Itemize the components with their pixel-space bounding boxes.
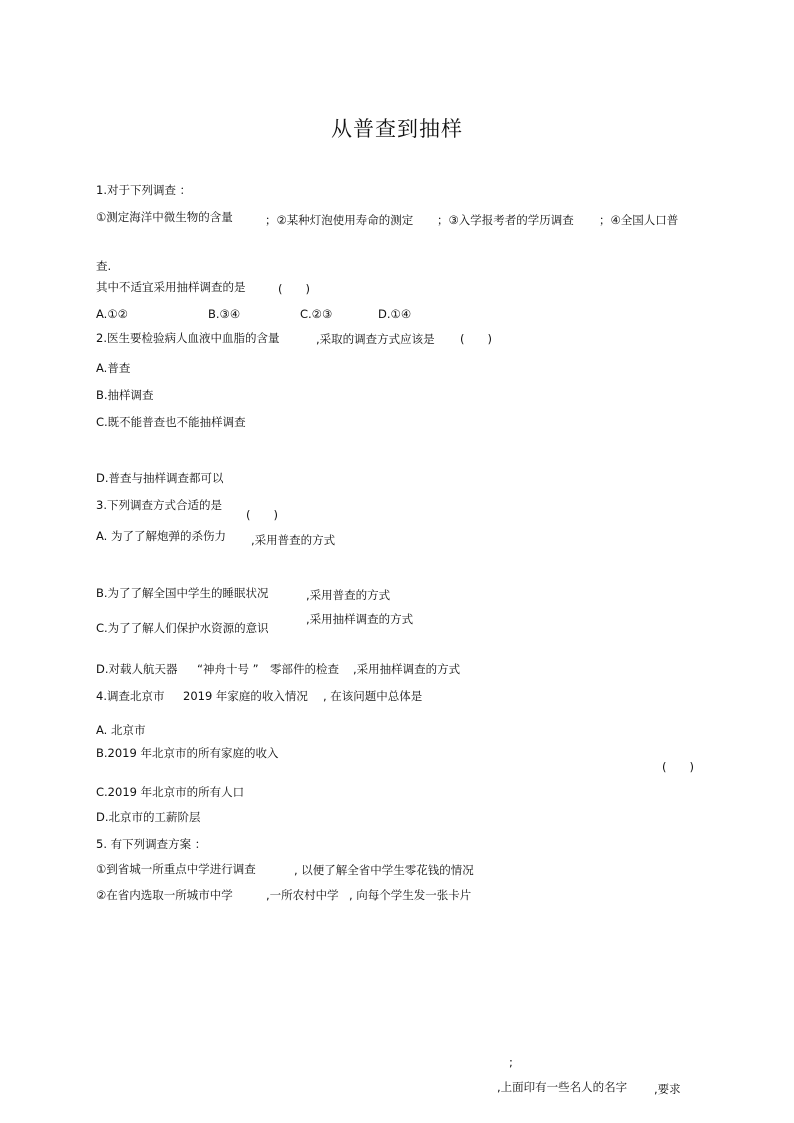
q3-option-c-method: ,采用抽样调查的方式	[306, 612, 414, 626]
q2-stem-a: 2.医生要检验病人血液中血脂的含量	[96, 331, 280, 345]
q4-stem-c: , 在该问题中总体是	[323, 689, 423, 703]
q3-option-d-quote: “神舟十号 ”	[197, 662, 259, 676]
q3-option-a-method: ,采用普查的方式	[251, 533, 336, 547]
q5-item-2-card: , 向每个学生发一张卡片	[349, 888, 472, 902]
q5-tail-semicolon: ;	[509, 1055, 513, 1069]
q4-option-c: C.2019 年北京市的所有人口	[96, 785, 245, 799]
q5-item-2-rural: ,一所农村中学	[266, 888, 339, 902]
q4-answer-paren: ( )	[662, 760, 694, 774]
q5-item-1-purpose: , 以便了解全省中学生零花钱的情况	[294, 863, 474, 877]
q2-option-a: A.普查	[96, 361, 131, 375]
q5-item-1-text: ①到省城一所重点中学进行调查	[96, 862, 256, 876]
q5-tail-requirement: ,要求	[654, 1082, 681, 1096]
q1-stem: 1.对于下列调查 ：	[96, 183, 192, 197]
q1-option-d: D.①④	[378, 307, 412, 321]
q2-option-b: B.抽样调查	[96, 388, 154, 402]
q3-option-b-text: B.为了了解全国中学生的睡眠状况	[96, 586, 269, 600]
q1-item-1: ①测定海洋中微生物的含量	[96, 210, 233, 224]
page-title: 从普查到抽样	[331, 117, 463, 141]
q3-option-c-text: C.为了了解人们保护水资源的意识	[96, 621, 269, 635]
q3-stem: 3.下列调查方式合适的是	[96, 498, 222, 512]
q1-question: 其中不适宜采用抽样调查的是	[96, 280, 246, 294]
q1-answer-paren: ( )	[278, 282, 310, 296]
q3-option-d-parts: 零部件的检查	[270, 662, 339, 676]
q2-option-d: D.普查与抽样调查都可以	[96, 471, 224, 485]
q3-option-a-text: A. 为了了解炮弹的杀伤力	[96, 529, 226, 543]
q5-item-2-text: ②在省内选取一所城市中学	[96, 888, 233, 902]
q1-item-4-continued: 查.	[96, 259, 112, 273]
q1-option-c: C.②③	[300, 307, 333, 321]
q2-option-c: C.既不能普查也不能抽样调查	[96, 415, 246, 429]
q5-stem: 5. 有下列调查方案 ：	[96, 837, 207, 851]
q4-option-d: D.北京市的工薪阶层	[96, 810, 201, 824]
q1-item-4: ；④全国人口普	[599, 213, 679, 227]
q2-answer-paren: ( )	[460, 332, 492, 346]
q3-option-d-text: D.对载人航天器	[96, 662, 178, 676]
q1-item-3: ；③入学报考者的学历调查	[437, 213, 574, 227]
q1-option-a: A.①②	[96, 307, 128, 321]
q4-option-a: A. 北京市	[96, 723, 146, 737]
q3-answer-paren: ( )	[246, 508, 278, 522]
q1-item-2: ；②某种灯泡使用寿命的测定	[265, 213, 414, 227]
q4-option-b: B.2019 年北京市的所有家庭的收入	[96, 746, 279, 760]
q4-stem-b: 2019 年家庭的收入情况	[183, 689, 308, 703]
q3-option-d-method: ,采用抽样调查的方式	[353, 662, 461, 676]
q2-stem-b: ,采取的调查方式应该是	[316, 332, 435, 346]
q3-option-b-method: ,采用普查的方式	[306, 588, 391, 602]
q5-tail-names: ,上面印有一些名人的名字	[497, 1080, 628, 1094]
q4-stem-a: 4.调查北京市	[96, 689, 165, 703]
q1-option-b: B.③④	[208, 307, 241, 321]
